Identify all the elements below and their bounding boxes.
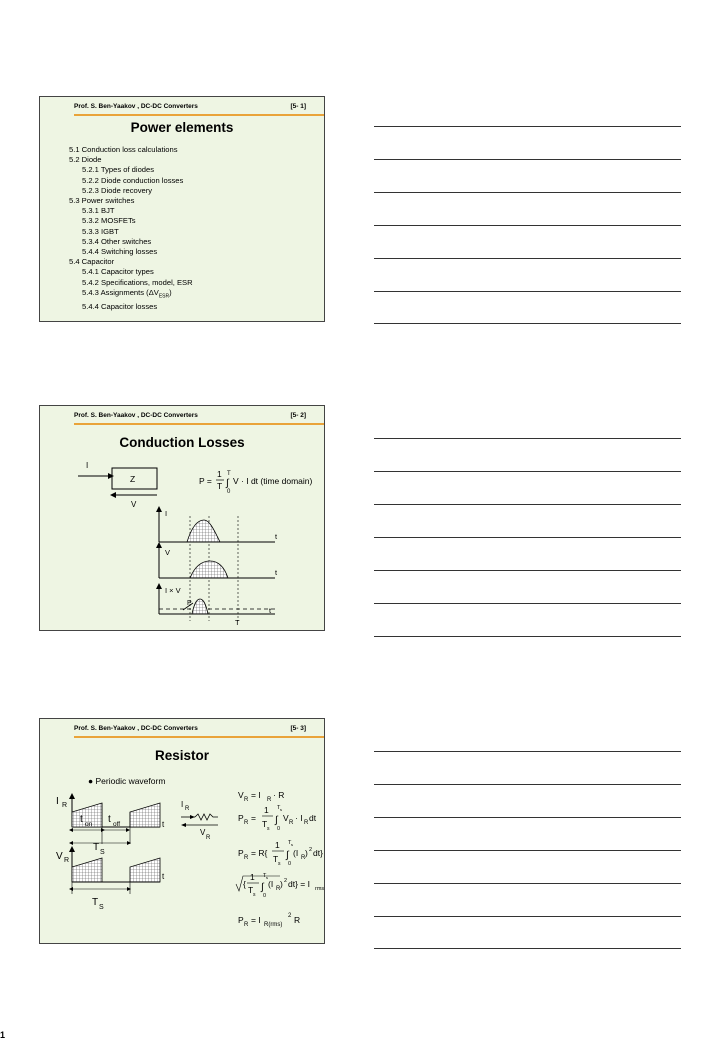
time-label: t <box>162 872 165 881</box>
toc-item: 5.3.1 BJT <box>82 206 115 216</box>
svg-text:rms: rms <box>315 886 325 892</box>
svg-text:dt: dt <box>309 813 317 823</box>
toc-item: 5.1 Conduction loss calculations <box>69 145 178 154</box>
toc-item: 5.3.4 Other switches <box>82 236 152 246</box>
svg-text:= I: = I <box>251 915 261 925</box>
header-slide-number: [5- 1] <box>290 103 306 110</box>
svg-text:0: 0 <box>288 861 292 867</box>
slide-title: Resistor <box>154 748 210 763</box>
svg-text:T: T <box>277 805 281 811</box>
svg-text:R: R <box>289 820 294 826</box>
current-label: I <box>86 461 89 470</box>
svg-text:s: s <box>280 807 282 812</box>
svg-text:· R: · R <box>273 790 285 800</box>
toc-item: 5.4 Capacitor <box>69 257 115 267</box>
svg-text:T: T <box>273 854 279 864</box>
svg-text:2: 2 <box>288 913 292 919</box>
svg-text:2: 2 <box>309 847 313 853</box>
header-rule <box>74 114 324 116</box>
wave-time-label: t <box>269 606 272 615</box>
vr-label-sub: R <box>64 857 70 864</box>
toff-label: t <box>108 814 111 825</box>
toc-item: 5.2.1 Types of diodes <box>82 165 155 175</box>
slide-title: Power elements <box>130 120 234 135</box>
table-of-contents <box>69 145 193 312</box>
resistor-voltage-label-sub: R <box>206 835 211 841</box>
resistor-voltage-label: V <box>200 828 206 837</box>
svg-text:V: V <box>238 790 244 800</box>
svg-text:R: R <box>267 797 272 803</box>
svg-text:1: 1 <box>275 840 280 850</box>
conduction-loss-diagram <box>40 406 326 632</box>
svg-text:R: R <box>294 915 301 925</box>
slide-title: Conduction Losses <box>119 435 245 450</box>
eq-vr <box>238 790 284 803</box>
svg-text:dt} = I: dt} = I <box>288 879 310 889</box>
svg-text:T: T <box>263 873 267 879</box>
toc-item: 5.2.3 Diode recovery <box>82 185 153 195</box>
resistor-diagram <box>40 719 326 945</box>
svg-text:∫: ∫ <box>275 815 278 826</box>
eq-irms <box>236 872 324 899</box>
ts-label-sub: S <box>100 849 105 856</box>
toc-item: 5.2.2 Diode conduction losses <box>82 175 184 185</box>
eq-p: P = <box>199 476 212 486</box>
svg-text:R: R <box>304 820 309 826</box>
header-author: Prof. S. Ben-Yaakov , DC-DC Converters <box>74 725 198 732</box>
header-author: Prof. S. Ben-Yaakov , DC-DC Converters <box>74 103 198 110</box>
svg-text:= I: = I <box>251 790 261 800</box>
svg-text:R(rms): R(rms) <box>264 922 283 928</box>
impedance-label: Z <box>130 474 136 484</box>
svg-text:= R{: = R{ <box>251 848 268 858</box>
slide-2 <box>39 405 325 631</box>
wave-voltage-label: V <box>165 548 171 557</box>
svg-text:(I: (I <box>268 879 274 889</box>
slide-header <box>74 103 306 113</box>
svg-text:s: s <box>266 875 268 880</box>
wave-power-product-label: I × V <box>165 586 181 595</box>
svg-text:R: R <box>244 855 249 861</box>
vr-label: V <box>56 851 63 862</box>
eq-integral-lower: 0 <box>227 489 231 495</box>
toc-item: 5.4.4 Capacitor losses <box>82 301 158 311</box>
svg-text:T: T <box>248 885 254 895</box>
toc-item: 5.4.2 Specifications, model, ESR <box>82 277 193 287</box>
toc-item: 5.4.4 Switching losses <box>82 247 158 257</box>
svg-text:1: 1 <box>264 805 269 815</box>
toff-label-sub: off <box>113 821 121 828</box>
svg-text:s: s <box>291 842 293 847</box>
svg-text:0: 0 <box>277 826 281 832</box>
toc-item: 5.3 Power switches <box>69 196 135 206</box>
svg-text:=: = <box>251 813 256 823</box>
svg-text:∫: ∫ <box>261 882 264 893</box>
svg-text:R: R <box>301 855 306 861</box>
wave-power-label: P <box>187 600 192 607</box>
slide-3 <box>39 718 325 944</box>
wave-time-label: t <box>275 568 278 577</box>
svg-text:R: R <box>244 820 249 826</box>
voltage-label: V <box>131 500 137 509</box>
eq-one: 1 <box>217 469 222 479</box>
svg-text:dt}: dt} <box>313 848 323 858</box>
svg-text:V: V <box>283 813 289 823</box>
eq-pr-final <box>238 913 300 928</box>
toc-item: 5.4.1 Capacitor types <box>82 267 154 277</box>
page-number: 1 <box>0 1030 6 1040</box>
toc-item: 5.3.3 IGBT <box>82 226 119 236</box>
svg-text:s: s <box>278 861 281 867</box>
resistor-current-label: I <box>181 800 184 809</box>
ton-label-sub: on <box>85 821 93 828</box>
svg-text:s: s <box>267 826 270 832</box>
svg-text:(I: (I <box>293 848 299 858</box>
eq-body: V · I dt (time domain) <box>233 476 313 486</box>
slide-1 <box>39 96 325 322</box>
header-slide-number: [5- 2] <box>290 412 306 419</box>
wave-time-label: t <box>275 532 278 541</box>
svg-text:P: P <box>238 915 244 925</box>
svg-text:· I: · I <box>295 813 303 823</box>
ts-label-sub: S <box>99 904 104 911</box>
svg-text:R: R <box>244 922 249 928</box>
ir-label-sub: R <box>62 802 68 809</box>
ton-label: t <box>80 814 83 825</box>
svg-text:1: 1 <box>250 872 255 882</box>
ir-label: I <box>56 796 59 807</box>
svg-text:): ) <box>305 848 308 858</box>
header-slide-number: [5- 3] <box>290 725 306 732</box>
svg-text:s: s <box>253 892 256 898</box>
eq-pr-integral <box>238 805 317 832</box>
toc-item: 5.3.2 MOSFETs <box>82 216 136 226</box>
period-label: T <box>235 618 240 627</box>
toc-item: 5.4.3 Assignments $(\Delta V_{ESR})$ <box>82 287 172 300</box>
eq-T: T <box>217 481 223 491</box>
time-label: t <box>162 820 165 829</box>
resistor-current-label-sub: R <box>185 806 190 812</box>
eq-pr-rms-form <box>238 840 323 867</box>
svg-text:T: T <box>262 819 268 829</box>
ts-label: T <box>93 842 100 853</box>
eq-integral-upper: T <box>227 471 231 477</box>
svg-text:P: P <box>238 848 244 858</box>
svg-text:T: T <box>288 840 292 846</box>
svg-text:P: P <box>238 813 244 823</box>
wave-current-label: I <box>165 509 168 518</box>
svg-text:2: 2 <box>284 878 288 884</box>
toc-item: 5.2 Diode <box>69 155 102 165</box>
svg-text:R: R <box>276 886 281 892</box>
ts-label: T <box>92 897 99 908</box>
svg-text:0: 0 <box>263 893 267 899</box>
svg-text:): ) <box>280 879 283 889</box>
header-author: Prof. S. Ben-Yaakov , DC-DC Converters <box>74 412 198 419</box>
svg-text:∫: ∫ <box>286 850 289 861</box>
integral-sign: ∫ <box>226 478 229 489</box>
svg-text:{: { <box>243 879 246 889</box>
svg-text:R: R <box>244 797 249 803</box>
bullet-periodic-waveform: ● Periodic waveform <box>88 776 166 786</box>
